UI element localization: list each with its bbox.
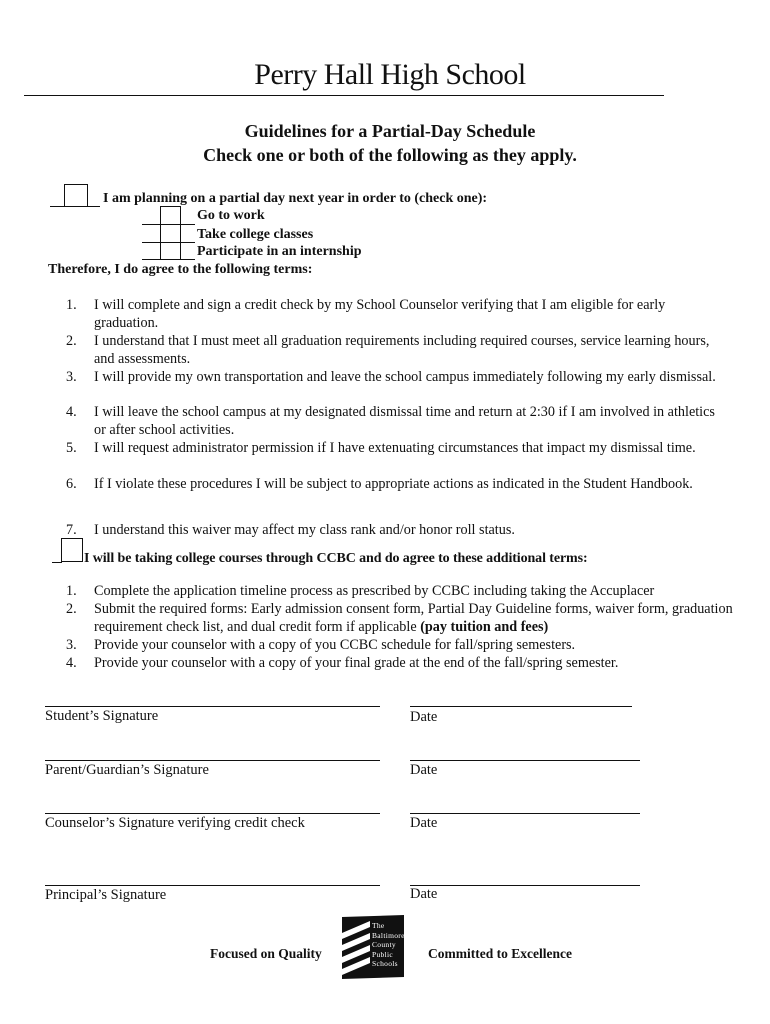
ccbc-item-text: Complete the application timeline process as prescribed by CCBC including taking the Accuplacer <box>94 583 655 599</box>
ccbc-item <box>66 637 736 655</box>
logo-line: Schools <box>372 959 398 968</box>
ccbc-item-text <box>94 601 736 636</box>
logo-line: Baltimore <box>372 930 405 940</box>
student-date-line[interactable] <box>410 706 632 707</box>
parent-date-label: Date <box>410 762 438 778</box>
parent-date-line[interactable] <box>410 760 640 761</box>
choice-underline <box>181 242 195 243</box>
principal-signature-label: Principal’s Signature <box>45 887 167 903</box>
term-number: 6. <box>66 476 77 492</box>
logo-line: Public <box>372 949 393 959</box>
logo-line: The <box>372 921 385 930</box>
choice-underline <box>142 259 162 260</box>
counselor-date-label: Date <box>410 815 438 831</box>
ccbc-item-text-regular: Submit the required forms: Early admission consent form, Partial Day Guideline forms, waiver form, graduation requirement check list, and dual credit form if applicable <box>94 601 733 635</box>
checkbox-underline <box>88 206 100 207</box>
term-text: I will provide my own transportation and leave the school campus immediately following my early dismissal. <box>94 369 716 385</box>
partial-day-checkbox[interactable] <box>64 184 88 207</box>
student-signature-line[interactable] <box>45 706 380 707</box>
ccbc-item-number: 4. <box>66 655 77 671</box>
guidelines-heading: Guidelines for a Partial-Day Schedule <box>244 121 536 141</box>
term-item <box>66 476 726 494</box>
choice-internship: Participate in an internship <box>197 244 362 259</box>
counselor-date-line[interactable] <box>410 813 640 814</box>
instructions-heading: Check one or both of the following as they apply. <box>203 145 577 165</box>
ccbc-item-text: Provide your counselor with a copy of you CCBC schedule for fall/spring semesters. <box>94 637 576 653</box>
ccbc-item <box>66 583 736 601</box>
term-item <box>66 404 726 439</box>
choice-underline <box>142 242 162 243</box>
footer-motto-right: Committed to Excellence <box>428 946 572 961</box>
term-item <box>66 522 726 540</box>
work-checkbox[interactable] <box>160 206 181 225</box>
principal-signature-line[interactable] <box>45 885 380 886</box>
footer-motto-left: Focused on Quality <box>210 946 322 961</box>
ccbc-item-number: 1. <box>66 583 77 599</box>
student-signature-label: Student’s Signature <box>45 708 159 724</box>
college-checkbox[interactable] <box>160 224 181 243</box>
term-item <box>66 440 726 458</box>
choice-work: Go to work <box>197 208 265 223</box>
term-number: 4. <box>66 404 77 420</box>
checkbox-underline <box>52 562 62 563</box>
parent-signature-label: Parent/Guardian’s Signature <box>45 762 209 778</box>
ccbc-label: I will be taking college courses through CCBC and do agree to these additional terms: <box>84 551 588 566</box>
checkbox-underline <box>50 206 64 207</box>
ccbc-item-number: 2. <box>66 601 77 617</box>
bcps-logo <box>340 911 420 981</box>
title-underline <box>24 95 664 96</box>
term-text: I will request administrator permission if I have extenuating circumstances that impact my dismissal time. <box>94 440 696 456</box>
term-item <box>66 333 726 368</box>
pay-tuition-note: (pay tuition and fees) <box>420 618 549 635</box>
logo-line: County <box>372 940 396 949</box>
term-text: I understand this waiver may affect my class rank and/or honor roll status. <box>94 522 515 538</box>
parent-signature-line[interactable] <box>45 760 380 761</box>
student-date-label: Date <box>410 709 438 725</box>
term-text: I will complete and sign a credit check by my School Counselor verifying that I am eligible for early graduation. <box>94 297 666 331</box>
term-text: I will leave the school campus at my designated dismissal time and return at 2:30 if I am involved in athletics or after school activities. <box>94 404 715 438</box>
term-number: 5. <box>66 440 77 456</box>
choice-college: Take college classes <box>197 227 314 242</box>
term-number: 2. <box>66 333 77 349</box>
term-text: I understand that I must meet all graduation requirements including required courses, service learning hours, and assessments. <box>94 333 710 367</box>
ccbc-item <box>66 601 736 636</box>
bcps-logo-text <box>372 921 420 969</box>
internship-checkbox[interactable] <box>160 242 181 260</box>
therefore-statement: Therefore, I do agree to the following terms: <box>48 262 313 277</box>
choice-underline <box>142 224 162 225</box>
term-text: If I violate these procedures I will be subject to appropriate actions as indicated in the Student Handbook. <box>94 476 693 492</box>
term-number: 1. <box>66 297 77 313</box>
principal-date-label: Date <box>410 886 438 902</box>
term-number: 7. <box>66 522 77 538</box>
choice-underline <box>181 224 195 225</box>
counselor-signature-line[interactable] <box>45 813 380 814</box>
term-item <box>66 369 726 387</box>
page-title: Perry Hall High School <box>254 58 526 91</box>
ccbc-item-number: 3. <box>66 637 77 653</box>
term-number: 3. <box>66 369 77 385</box>
principal-date-line[interactable] <box>410 885 640 886</box>
counselor-signature-label: Counselor’s Signature verifying credit check <box>45 815 305 831</box>
ccbc-checkbox[interactable] <box>61 538 83 562</box>
partial-day-label: I am planning on a partial day next year in order to (check one): <box>103 191 488 206</box>
ccbc-item-text: Provide your counselor with a copy of your final grade at the end of the fall/spring semester. <box>94 655 619 671</box>
choice-underline <box>181 259 195 260</box>
term-item <box>66 297 726 332</box>
ccbc-item <box>66 655 736 673</box>
